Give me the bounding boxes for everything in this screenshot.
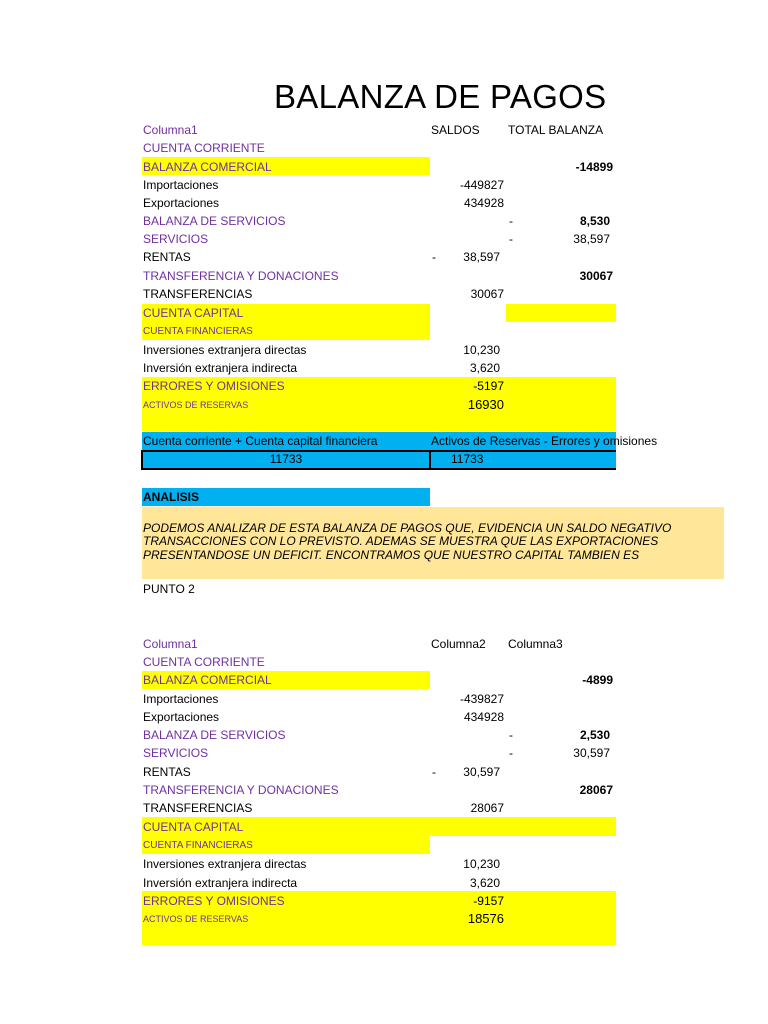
row-balanza-servicios-label: BALANZA DE SERVICIOS xyxy=(143,214,286,228)
row-transferencias-label: TRANSFERENCIAS xyxy=(143,287,253,301)
row-rentas-sign: - xyxy=(432,250,436,264)
punto-2-label: PUNTO 2 xyxy=(143,582,195,596)
row-balanza-comercial-label: BALANZA COMERCIAL xyxy=(143,160,272,174)
t2-row-inversiones-directas-label: Inversiones extranjera directas xyxy=(143,857,307,871)
row-rentas-label: RENTAS xyxy=(143,250,191,264)
analysis-line-1: PODEMOS ANALIZAR DE ESTA BALANZA DE PAGOS QUE, EVIDENCIA UN SALDO NEGATIVO xyxy=(143,521,672,535)
header-col3: TOTAL BALANZA xyxy=(508,123,604,137)
row-transferencias-saldo: 30067 xyxy=(470,287,504,301)
row-errores-label: ERRORES Y OMISIONES xyxy=(143,379,285,393)
t2-row-inversion-indirecta-label: Inversión extranjera indirecta xyxy=(143,876,298,890)
row-activos-saldo: 16930 xyxy=(467,397,504,412)
summary-left-value: 11733 xyxy=(141,450,431,470)
row-importaciones-saldo: -449827 xyxy=(459,178,504,192)
t2-row-activos-label: ACTIVOS DE RESERVAS xyxy=(143,914,249,924)
t2-row-importaciones-saldo: -439827 xyxy=(459,692,504,706)
row-cuenta-financieras-label: CUENTA FINANCIERAS xyxy=(143,326,253,337)
t2-row-cuenta-corriente: CUENTA CORRIENTE xyxy=(143,655,265,669)
t2-row-errores-saldo: -9157 xyxy=(473,894,504,908)
t2-row-exportaciones-saldo: 434928 xyxy=(463,710,504,724)
t2-row-balanza-comercial-total: -4899 xyxy=(582,673,613,687)
row-exportaciones-saldo: 434928 xyxy=(463,196,504,210)
row-transferencia-total: 30067 xyxy=(579,269,613,283)
t2-row-transferencia-label: TRANSFERENCIA Y DONACIONES xyxy=(143,783,339,797)
row-transferencia-label: TRANSFERENCIA Y DONACIONES xyxy=(143,269,339,283)
t2-row-servicios-label: SERVICIOS xyxy=(143,746,209,760)
row-servicios-label: SERVICIOS xyxy=(143,232,209,246)
t2-row-errores-label: ERRORES Y OMISIONES xyxy=(143,894,285,908)
header-col2: SALDOS xyxy=(431,123,480,137)
row-importaciones-label: Importaciones xyxy=(143,178,219,192)
row-errores-saldo: -5197 xyxy=(473,379,504,393)
row-rentas-saldo: 38,597 xyxy=(463,250,500,264)
t2-row-balanza-servicios-total: 2,530 xyxy=(579,728,610,742)
row-balanza-servicios-sign: - xyxy=(509,214,513,228)
t2-row-balanza-servicios-sign: - xyxy=(509,728,513,742)
t2-row-activos-saldo: 18576 xyxy=(467,911,504,926)
row-servicios-total: 38,597 xyxy=(573,232,610,246)
t2-header-col1: Columna1 xyxy=(143,637,198,651)
t2-row-transferencias-label: TRANSFERENCIAS xyxy=(143,801,253,815)
t2-row-rentas-saldo: 30,597 xyxy=(463,765,500,779)
row-activos-label: ACTIVOS DE RESERVAS xyxy=(143,400,249,410)
row-inversiones-directas-label: Inversiones extranjera directas xyxy=(143,343,307,357)
t2-row-cuenta-capital-label: CUENTA CAPITAL xyxy=(143,820,244,834)
t2-row-servicios-total: 30,597 xyxy=(573,746,610,760)
t2-row-importaciones-label: Importaciones xyxy=(143,692,219,706)
page-title: BALANZA DE PAGOS xyxy=(274,78,607,115)
header-col1: Columna1 xyxy=(143,123,198,137)
t2-row-balanza-servicios-label: BALANZA DE SERVICIOS xyxy=(143,728,286,742)
row-balanza-comercial-total: -14899 xyxy=(575,160,613,174)
t2-row-rentas-sign: - xyxy=(432,765,436,779)
row-inversiones-directas-saldo: 10,230 xyxy=(463,343,500,357)
t2-row-rentas-label: RENTAS xyxy=(143,765,191,779)
analysis-line-3: PRESENTANDOSE UN DEFICIT. ENCONTRAMOS QUE NUESTRO CAPITAL TAMBIEN ES xyxy=(143,548,640,562)
row-inversion-indirecta-saldo: 3,620 xyxy=(469,361,500,375)
t2-row-balanza-comercial-label: BALANZA COMERCIAL xyxy=(143,673,272,687)
highlight-cuenta-capital-total xyxy=(506,304,616,322)
t2-row-inversion-indirecta-saldo: 3,620 xyxy=(469,876,500,890)
row-servicios-sign: - xyxy=(509,232,513,246)
t2-row-transferencias-saldo: 28067 xyxy=(470,801,504,815)
row-exportaciones-label: Exportaciones xyxy=(143,196,220,210)
row-inversion-indirecta-label: Inversión extranjera indirecta xyxy=(143,361,298,375)
analysis-heading: ANALISIS xyxy=(143,490,200,504)
t2-header-col3: Columna3 xyxy=(508,637,563,651)
analysis-box xyxy=(142,507,724,579)
t2-header-col2: Columna2 xyxy=(431,637,486,651)
t2-row-exportaciones-label: Exportaciones xyxy=(143,710,220,724)
t2-row-transferencia-total: 28067 xyxy=(579,783,613,797)
analysis-text-clip xyxy=(142,507,672,579)
t2-row-servicios-sign: - xyxy=(509,746,513,760)
summary-right-header: Activos de Reservas - Errores y omisiones xyxy=(431,434,658,448)
summary-left-header: Cuenta corriente + Cuenta capital financiera xyxy=(143,434,378,448)
row-balanza-servicios-total: 8,530 xyxy=(579,214,610,228)
t2-row-inversiones-directas-saldo: 10,230 xyxy=(463,857,500,871)
summary-right-value: 11733 xyxy=(429,450,616,470)
analysis-line-2: TRANSACCIONES CON LO PREVISTO. ADEMAS SE MUESTRA QUE LAS EXPORTACIONES xyxy=(143,534,659,548)
row-cuenta-capital-label: CUENTA CAPITAL xyxy=(143,306,244,320)
t2-row-cuenta-financieras-label: CUENTA FINANCIERAS xyxy=(143,840,253,851)
row-cuenta-corriente: CUENTA CORRIENTE xyxy=(143,141,265,155)
